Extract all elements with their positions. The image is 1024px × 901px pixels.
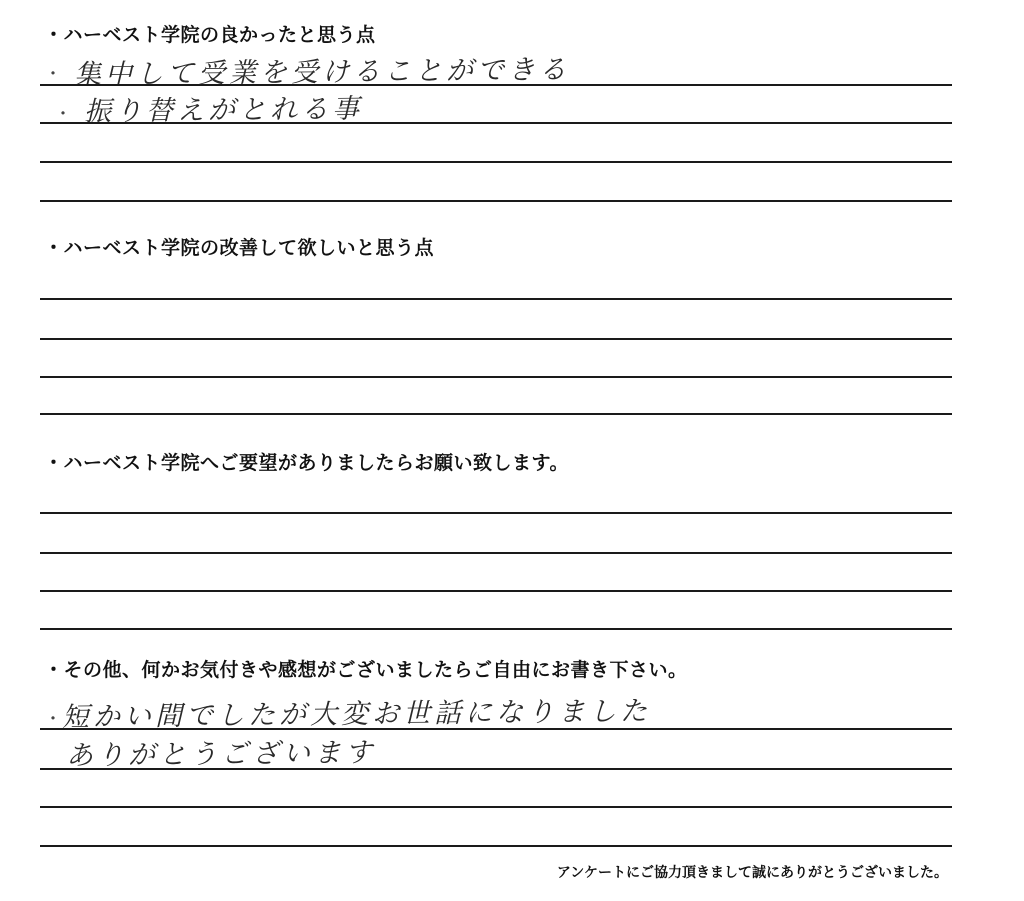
answer-line bbox=[40, 628, 952, 630]
section-1-answer-1: 集中して受業を受けることができる bbox=[73, 54, 571, 91]
answer-bullet: ・ bbox=[44, 64, 62, 85]
answer-line bbox=[40, 161, 952, 163]
answer-line bbox=[40, 338, 952, 340]
answer-line bbox=[40, 845, 952, 847]
answer-line bbox=[40, 376, 952, 378]
section-4-answer-2: ありがとうございます bbox=[65, 737, 377, 772]
section-1-answer-2: 振り替えがとれる事 bbox=[83, 93, 364, 128]
section-3-heading: ・ハーベスト学院へご要望がありましたらお願い致します。 bbox=[44, 452, 569, 474]
section-1-heading: ・ハーベスト学院の良かったと思う点 bbox=[44, 24, 376, 46]
answer-line bbox=[40, 768, 952, 770]
answer-line bbox=[40, 298, 952, 300]
answer-line bbox=[40, 806, 952, 808]
answer-line bbox=[40, 552, 952, 554]
answer-line bbox=[40, 728, 952, 730]
section-2-heading: ・ハーベスト学院の改善して欲しいと思う点 bbox=[44, 237, 435, 259]
answer-bullet: ・ bbox=[54, 104, 72, 125]
section-4-heading: ・その他、何かお気付きや感想がございましたらご自由にお書き下さい。 bbox=[44, 659, 688, 681]
answer-line bbox=[40, 122, 952, 124]
answer-line bbox=[40, 413, 952, 415]
footer-thanks: アンケートにご協力頂きまして誠にありがとうございました。 bbox=[556, 865, 948, 881]
answer-line bbox=[40, 84, 952, 86]
answer-line bbox=[40, 590, 952, 592]
answer-line bbox=[40, 200, 952, 202]
answer-line bbox=[40, 512, 952, 514]
answer-bullet: ・ bbox=[44, 709, 62, 730]
section-4-answer-1: 短かい間でしたが大変お世話になりました bbox=[61, 695, 652, 734]
